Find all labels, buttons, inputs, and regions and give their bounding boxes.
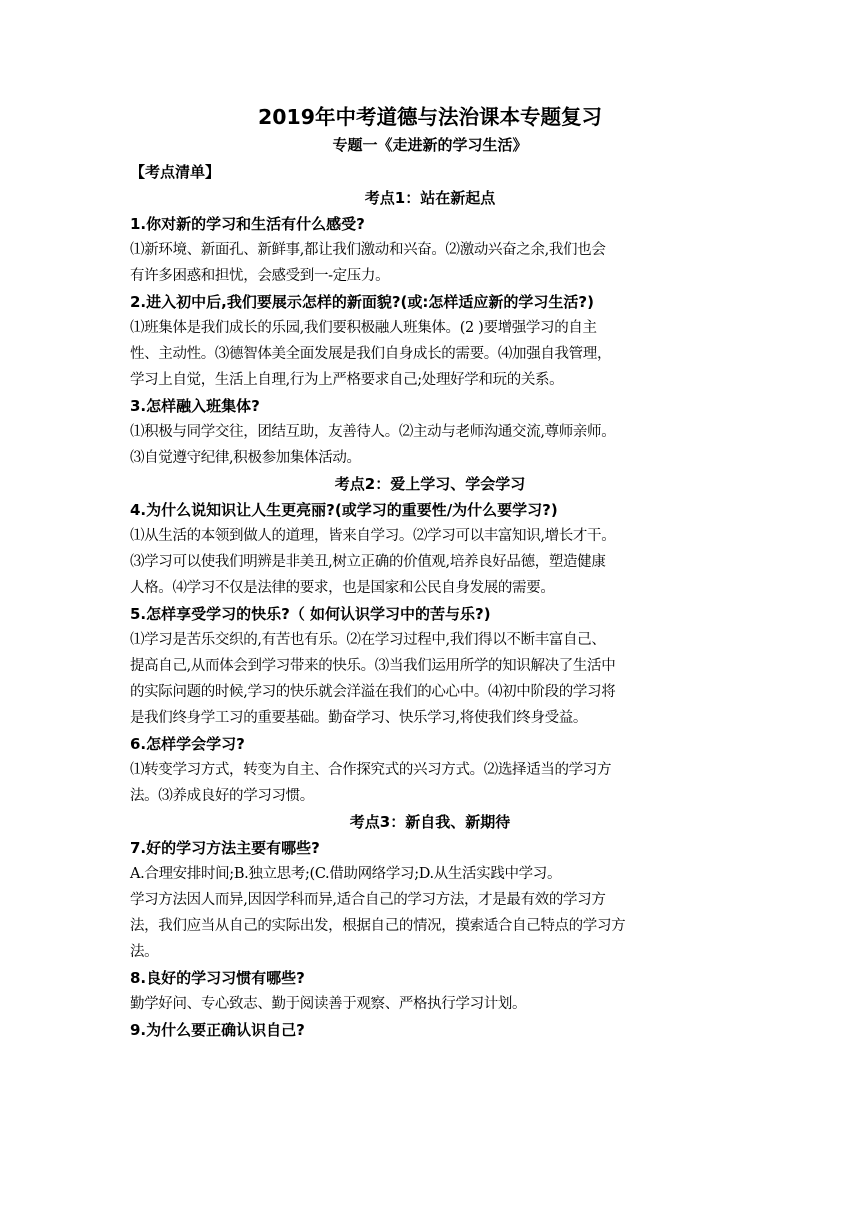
section-label: 【考点清单】 (130, 163, 221, 181)
body-text-line: 是我们终身学工习的重要基础。勤奋学习、快乐学习,将使我们终身受益。 (130, 710, 588, 726)
body-text-line: A.合理安排时间;B.独立思考;(C.借助网络学习;D.从生活实践中学习。 (130, 866, 562, 882)
question-heading: 8.良好的学习习惯有哪些? (130, 969, 305, 987)
body-text-line: 学习上自觉，生活上自理,行为上严格要求自己;处理好学和玩的关系。 (130, 372, 564, 388)
body-text-line: 人格。⑷学习不仅是法律的要求，也是国家和公民自身发展的需要。 (130, 580, 555, 596)
body-text-line: 学习方法因人而异,因因学科而异,适合自己的学习方法，才是最有效的学习方 (130, 892, 606, 908)
body-text-line: ⑴新环境、新面孔、新鲜事,都让我们激动和兴奋。⑵激动兴奋之余,我们也会 (130, 242, 606, 258)
body-text-line: ⑶自觉遵守纪律,积极参加集体活动。 (130, 450, 361, 466)
body-text-line: 法。 (130, 944, 159, 960)
body-text-line: 性、主动性。⑶德智体美全面发展是我们自身成长的需要。⑷加强自我管理， (130, 346, 612, 362)
question-heading: 7.好的学习方法主要有哪些? (130, 839, 320, 857)
question-heading: 6.怎样学会学习? (130, 735, 245, 753)
question-heading: 2.进入初中后,我们要展示怎样的新面貌?(或:怎样适应新的学习生活?) (130, 293, 594, 311)
body-text-line: 的实际问题的时候,学习的快乐就会洋溢在我们的心心中。⑷初中阶段的学习将 (130, 684, 616, 700)
document-title: 2019年中考道德与法治课本专题复习 (257, 105, 603, 129)
question-heading: 9.为什么要正确认识自己? (130, 1021, 305, 1039)
question-heading: 4.为什么说知识让人生更亮丽?(或学习的重要性/为什么要学习?) (130, 501, 558, 519)
topic-heading: 考点2：爱上学习、学会学习 (334, 475, 526, 493)
question-heading: 1.你对新的学习和生活有什么感受? (130, 215, 365, 233)
body-text-line: ⑴学习是苦乐交织的,有苦也有乐。⑵在学习过程中,我们得以不断丰富自己、 (130, 632, 606, 648)
question-heading: 5.怎样享受学习的快乐?（ 如何认识学习中的苦与乐?) (130, 605, 491, 623)
question-heading: 3.怎样融入班集体? (130, 397, 260, 415)
body-text-line: 有许多困惑和担忧，会感受到一-定压力。 (130, 268, 390, 284)
body-text-line: ⑴从生活的本领到做人的道理，皆来自学习。⑵学习可以丰富知识,增长才干。 (130, 528, 616, 544)
topic-heading: 考点3：新自我、新期待 (349, 813, 511, 831)
document-body (130, 185, 730, 1043)
document-subtitle: 专题一《走进新的学习生活》 (332, 136, 528, 154)
body-text-line: ⑴班集体是我们成长的乐园,我们要积极融人班集体。(2 )要增强学习的自主 (130, 320, 597, 336)
body-text-line: 法，我们应当从自己的实际出发，根据自己的情况，摸索适合自己特点的学习方 (130, 918, 626, 934)
body-text-line: ⑶学习可以使我们明辨是非美丑,树立正确的价值观,培养良好品德，塑造健康 (130, 554, 606, 570)
body-text-line: ⑴积极与同学交往，团结互助，友善待人。⑵主动与老师沟通交流,尊师亲师。 (130, 424, 616, 440)
body-text-line: 提高自己,从而体会到学习带来的快乐。⑶当我们运用所学的知识解决了生活中 (130, 658, 616, 674)
topic-heading: 考点1：站在新起点 (364, 189, 496, 207)
body-text-line: 法。⑶养成良好的学习习惯。 (130, 788, 314, 804)
body-text-line: 勤学好问、专心致志、勤于阅读善于观察、严格执行学习计划。 (130, 996, 527, 1012)
body-text-line: ⑴转变学习方式，转变为自主、合作探究式的兴习方式。⑵选择适当的学习方 (130, 762, 612, 778)
document-page (130, 98, 730, 1043)
